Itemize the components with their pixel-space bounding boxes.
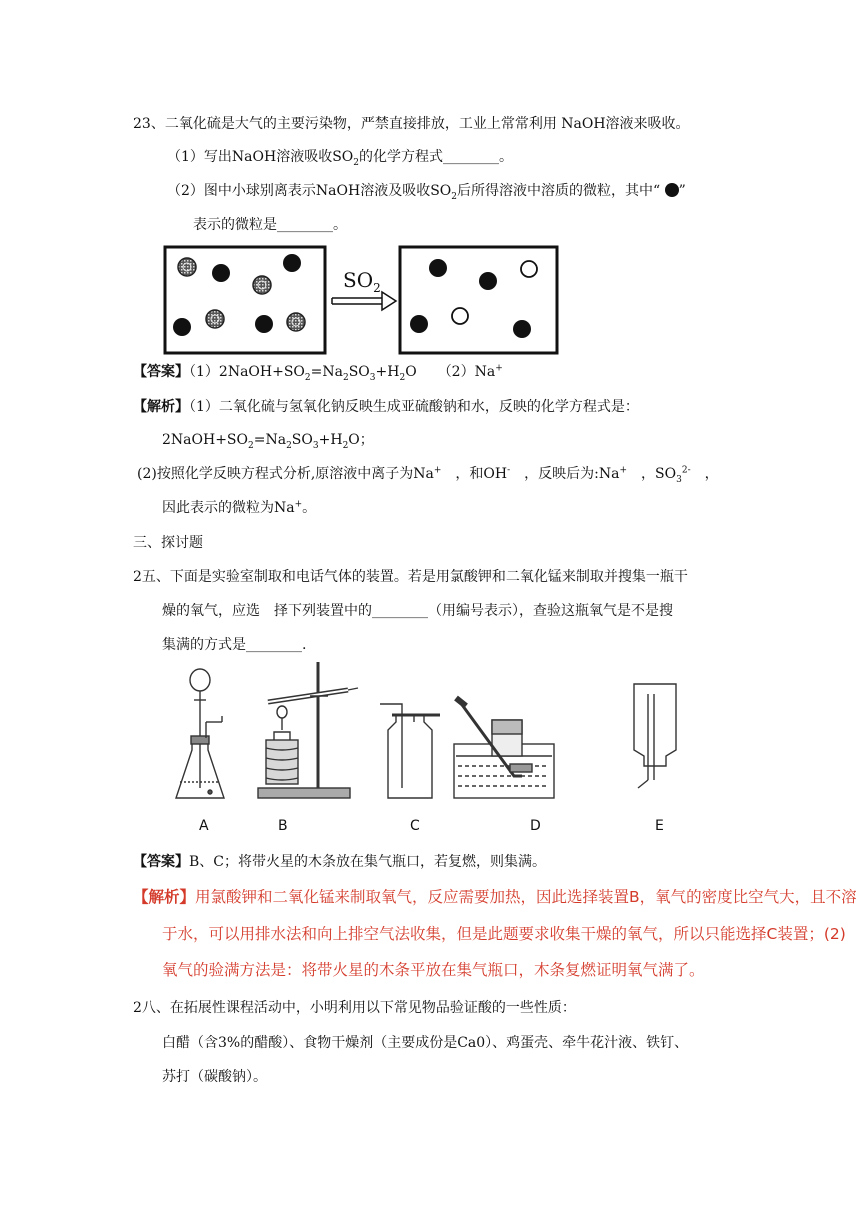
black-ball [429, 259, 447, 277]
apparatus-a-flask [176, 669, 224, 798]
apparatus-figure [170, 660, 690, 810]
q25-analysis-line3: 氧气的验满方法是：将带火星的木条平放在集气瓶口，木条复燃证明氧气满了。 [162, 961, 705, 979]
q23-analysis-line2: (2)按照化学反映方程式分析,原溶液中离子为Na+ ，和OH- ，反映后为:Na+ ，$SO_3^{2-}$ ， [137, 465, 719, 485]
apparatus-b-heating [258, 662, 358, 798]
q23-analysis-line3: 因此表示的微粒为Na+。 [162, 499, 317, 516]
q25-stem-line1: 2五、下面是实验室制取和电话气体的装置。若是用氯酸钾和二氧化锰来制取并搜集一瓶干 [133, 569, 688, 585]
black-ball [479, 272, 497, 290]
apparatus-d-trough [454, 698, 554, 798]
black-ball [513, 320, 531, 338]
q25-analysis-line2: 于水，可以用排水法和向上排空气法收集，但是此题要求收集干燥的氧气，所以只能选择C装置；(2) [162, 925, 846, 943]
apparatus-c-bottle [380, 704, 440, 798]
q25-analysis-line1: 【解析】用氯酸钾和二氧化锰来制取氧气，反应需要加热，因此选择装置B，氧气的密度比空气大，且不溶 [133, 888, 857, 906]
q23-part2-line2: 表示的微粒是________。 [193, 217, 347, 233]
hatched-ball [206, 310, 224, 328]
q23-part1: （1）写出NaOH溶液吸收$SO_2$的化学方程式________。 [167, 149, 513, 168]
particle-diagram [160, 245, 580, 357]
white-ball [452, 308, 468, 324]
q25-answer: 【答案】B、C；将带火星的木条放在集气瓶口，若复燃，则集满。 [133, 854, 546, 870]
q25-stem-line2: 燥的氧气，应选 择下列装置中的________（用编号表示），查验这瓶氧气是不是搜 [162, 603, 673, 619]
black-ball [410, 315, 428, 333]
q28-line2: 白醋（含3%的醋酸）、食物干燥剂（主要成份是Ca0）、鸡蛋壳、牵牛花汁液、铁钉、 [162, 1035, 689, 1051]
black-ball-icon [665, 183, 679, 197]
label-c: C [410, 818, 420, 834]
q25-stem-line3: 集满的方式是________. [162, 637, 307, 653]
black-ball [212, 264, 230, 282]
q23-stem: 23、二氧化硫是大气的主要污染物，严禁直接排放，工业上常常利用 NaOH溶液来吸收。 [133, 116, 690, 132]
q23-analysis-line1: 【解析】（1）二氧化硫与氢氧化钠反映生成亚硫酸钠和水，反映的化学方程式是： [133, 399, 639, 415]
white-ball [521, 261, 537, 277]
q28-stem: 2八、在拓展性课程活动中，小明利用以下常见物品验证酸的一些性质： [133, 1000, 576, 1016]
label-e: E [655, 818, 664, 834]
q23-part2: （2）图中小球别离表示NaOH溶液及吸收$SO_2$后所得溶液中溶质的微粒，其中“ ” [167, 183, 686, 202]
section-title: 三、探讨题 [133, 535, 203, 551]
label-d: D [530, 818, 541, 834]
q23-answer: 【答案】$(1)2NaOH+SO_2=Na_2SO_3+H_2O$ （2）Na+ [133, 363, 503, 383]
apparatus-e-bottle [634, 684, 676, 788]
hatched-ball [287, 313, 305, 331]
q23-analysis-equation: $2NaOH+SO_2=Na_2SO_3+H_2O$； [162, 432, 374, 451]
q28-line3: 苏打（碳酸钠）。 [162, 1069, 267, 1085]
reaction-arrow [332, 292, 396, 310]
hatched-ball [253, 276, 271, 294]
black-ball [173, 318, 191, 336]
black-ball [283, 254, 301, 272]
label-b: B [278, 818, 288, 834]
hatched-ball [178, 258, 196, 276]
arrow-label: $SO_2$ [343, 268, 381, 295]
black-ball [255, 315, 273, 333]
label-a: A [199, 818, 209, 834]
